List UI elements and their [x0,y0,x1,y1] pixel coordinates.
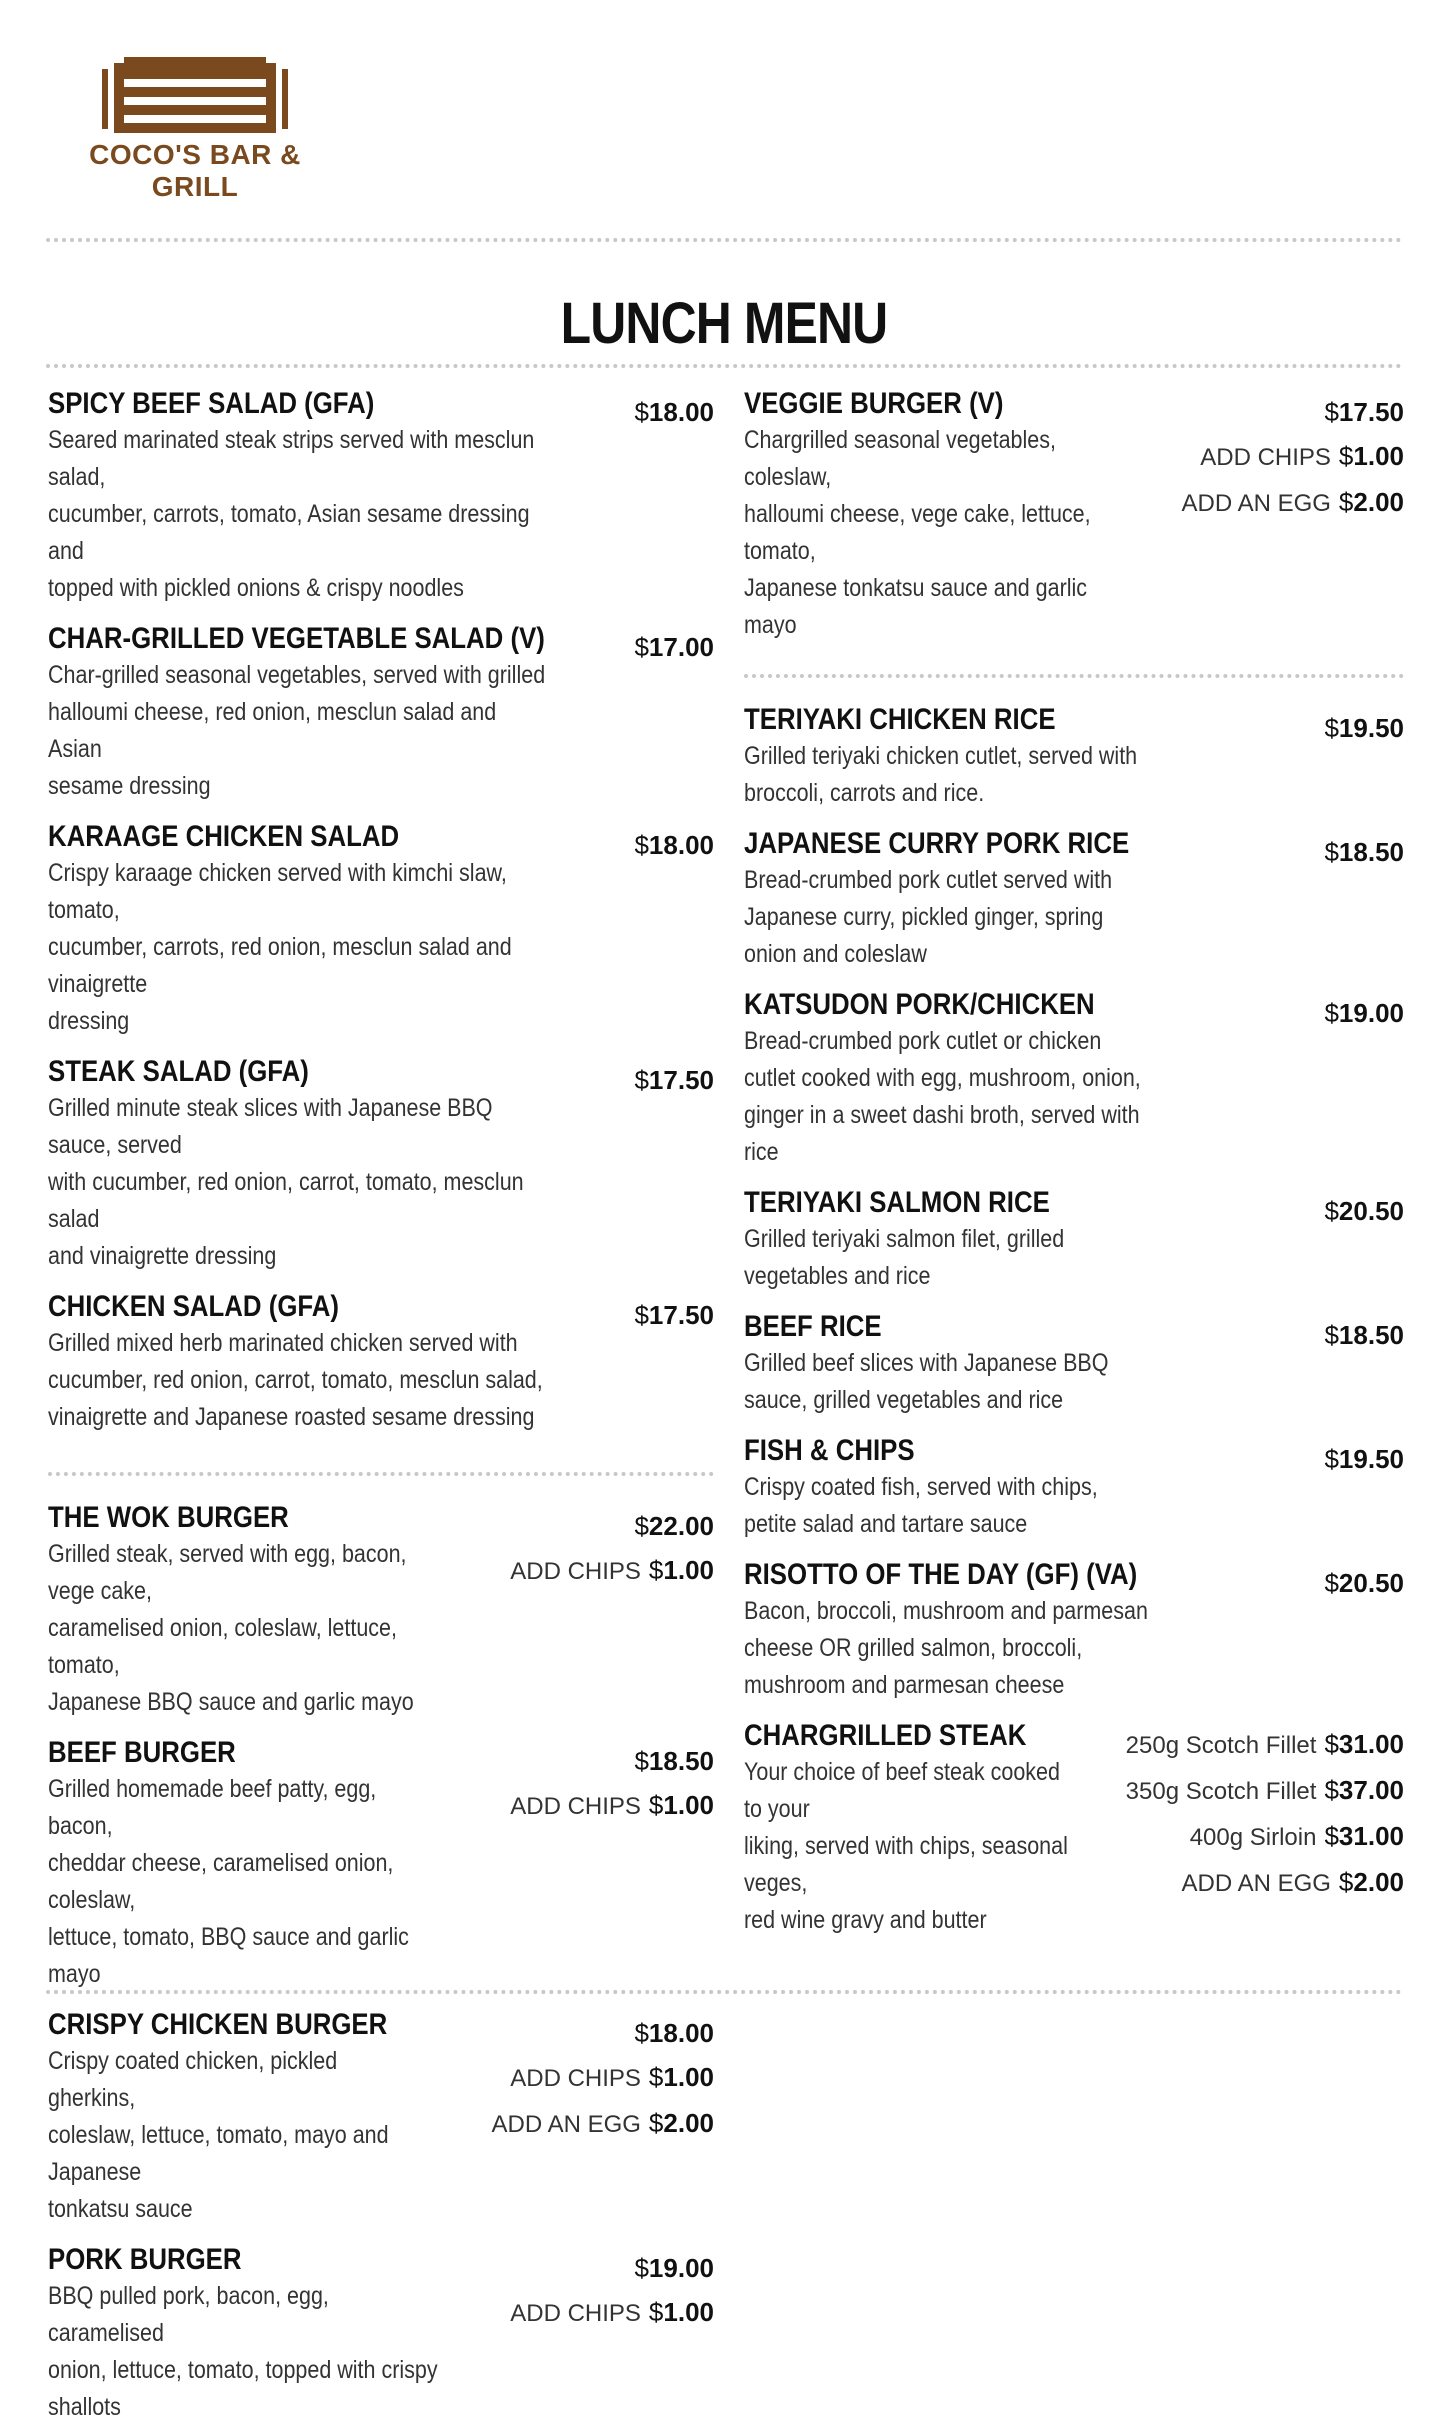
menu-item-description: Seared marinated steak strips served with mesclun salad, [48,426,535,491]
menu-item-text [48,1054,634,1275]
price-amount: 18.50 [1338,837,1404,867]
menu-item-description: shallots [48,2393,121,2421]
price-line [1324,1437,1404,1481]
price-line [1324,991,1404,1035]
menu-item-description: tonkatsu sauce [48,2195,193,2223]
price-line [1324,830,1404,874]
menu-item-name: KATSUDON PORK/CHICKEN [744,988,1095,1021]
menu-item [744,987,1404,1171]
menu-item-description: caramelised onion, coleslaw, lettuce, tomato, [48,1614,397,1679]
currency-symbol: $ [648,2297,664,2327]
menu-item-text [744,1557,1324,1704]
menu-item-prices [1324,702,1404,812]
menu-item-text [744,1718,1126,1939]
price-amount: 19.50 [1338,713,1404,743]
price-option-label: ADD CHIPS [510,1793,641,1820]
menu-item-description: Bacon, broccoli, mushroom and parmesan [744,1597,1148,1625]
currency-symbol: $ [1324,998,1339,1028]
price-amount: 17.00 [648,632,714,662]
currency-symbol: $ [1324,713,1339,743]
menu-item-name: SPICY BEEF SALAD (GFA) [48,387,375,420]
menu-item-name: BEEF RICE [744,1310,882,1343]
menu-item-description: sauce, grilled vegetables and rice [744,1386,1064,1414]
menu-item [48,1289,714,1436]
menu-item-name: VEGGIE BURGER (V) [744,387,1004,420]
menu-item-prices [634,386,714,607]
logo [60,55,330,202]
menu-item-text [744,1309,1324,1419]
menu-item-text [48,1735,510,1993]
menu-item-description: BBQ pulled pork, bacon, egg, caramelised [48,2282,329,2347]
currency-symbol: $ [648,1555,664,1585]
price-option-label: 250g Scotch Fillet [1125,1732,1317,1759]
menu-item-name: BEEF BURGER [48,1736,236,1769]
currency-symbol: $ [1324,1775,1339,1805]
price-line [1324,1189,1404,1233]
price-line [492,2011,714,2055]
barrel-logo-icon [102,57,288,137]
menu-item-description: mushroom and parmesan cheese [744,1671,1065,1699]
currency-symbol: $ [1324,1196,1339,1226]
menu-item-description: sesame dressing [48,772,211,800]
currency-symbol: $ [648,2108,664,2138]
currency-symbol: $ [1324,1320,1339,1350]
price-amount: 1.00 [663,1555,714,1585]
menu-item [48,1054,714,1275]
menu-item-description: cucumber, carrots, red onion, mesclun salad and vinaigrette [48,933,512,998]
top-divider [46,238,1402,242]
currency-symbol: $ [1324,1568,1339,1598]
menu-item-prices [1324,1433,1404,1543]
menu-item-description: Crispy karaage chicken served with kimchi slaw, tomato, [48,859,507,924]
menu-item-description: liking, served with chips, seasonal veges, [744,1832,1068,1897]
menu-item-name: STEAK SALAD (GFA) [48,1055,309,1088]
menu-item [744,1557,1404,1704]
menu-item-prices [1126,1718,1404,1939]
menu-item [744,826,1404,973]
price-amount: 18.00 [648,2018,714,2048]
menu-item-text [48,621,634,805]
price-amount: 17.50 [648,1065,714,1095]
menu-item-description: Grilled steak, served with egg, bacon, vege cake, [48,1540,407,1605]
price-amount: 1.00 [663,2062,714,2092]
price-amount: 19.00 [648,2253,714,2283]
menu-item-name: PORK BURGER [48,2243,242,2276]
currency-symbol: $ [634,2253,649,2283]
menu-item [744,386,1404,644]
price-amount: 1.00 [1353,441,1404,471]
menu-item-description: ginger in a sweet dashi broth, served with [744,1101,1140,1129]
menu-item [48,1735,714,1993]
menu-item [744,702,1404,812]
menu-item-description: dressing [48,1007,130,1035]
menu-item-text [744,386,1182,644]
menu-item-description: onion, lettuce, tomato, topped with crispy [48,2356,438,2384]
menu-item [48,819,714,1040]
menu-item-description: Char-grilled seasonal vegetables, served with grilled [48,661,546,689]
price-amount: 22.00 [648,1511,714,1541]
menu-item-description: lettuce, tomato, BBQ sauce and garlic mayo [48,1923,409,1988]
currency-symbol: $ [634,1511,649,1541]
menu-item-description: Bread-crumbed pork cutlet or chicken [744,1027,1102,1055]
menu-item-description: Grilled teriyaki chicken cutlet, served with [744,742,1138,770]
price-line [634,390,714,434]
menu-item [48,2007,714,2228]
menu-item-prices [634,819,714,1040]
price-line [634,823,714,867]
currency-symbol: $ [634,1746,649,1776]
menu-item [744,1433,1404,1543]
menu-item-description: Chargrilled seasonal vegetables, coleslaw, [744,426,1056,491]
price-amount: 2.00 [1353,487,1404,517]
menu-item-description: topped with pickled onions & crispy noodles [48,574,464,602]
menu-item-prices [492,2007,714,2228]
menu-item-description: cucumber, red onion, carrot, tomato, mesclun salad, [48,1366,543,1394]
price-line [510,2290,714,2336]
currency-symbol: $ [648,1790,664,1820]
menu-item-description: cheddar cheese, caramelised onion, coleslaw, [48,1849,394,1914]
price-amount: 20.50 [1338,1196,1404,1226]
menu-item-text [744,826,1324,973]
menu-item-description: Your choice of beef steak cooked to your [744,1758,1060,1823]
price-amount: 2.00 [1353,1867,1404,1897]
price-option-label: 400g Sirloin [1189,1824,1317,1851]
menu-item-description: Grilled mixed herb marinated chicken served with [48,1329,518,1357]
price-amount: 31.00 [1338,1729,1404,1759]
menu-item-text [48,1289,634,1436]
currency-symbol: $ [1324,1821,1339,1851]
price-line [510,1504,714,1548]
price-line [510,2246,714,2290]
menu-item-description: Japanese tonkatsu sauce and garlic mayo [744,574,1088,639]
currency-symbol: $ [634,830,649,860]
price-amount: 1.00 [663,1790,714,1820]
menu-item-prices [634,1289,714,1436]
menu-item-prices [634,621,714,805]
price-line [510,1548,714,1594]
currency-symbol: $ [634,397,649,427]
menu-item-description: Bread-crumbed pork cutlet served with [744,866,1113,894]
currency-symbol: $ [1324,837,1339,867]
price-line [1126,1768,1404,1814]
currency-symbol: $ [1338,1867,1354,1897]
price-line [1126,1722,1404,1768]
currency-symbol: $ [1324,1444,1339,1474]
menu-item-description: cucumber, carrots, tomato, Asian sesame dressing and [48,500,530,565]
menu-item-description: vegetables and rice [744,1262,931,1290]
menu-item-description: coleslaw, lettuce, tomato, mayo and Japanese [48,2121,389,2186]
currency-symbol: $ [634,1300,649,1330]
price-amount: 1.00 [663,2297,714,2327]
menu-item-name: KARAAGE CHICKEN SALAD [48,820,400,853]
price-line [510,1783,714,1829]
price-option-label: ADD CHIPS [510,1558,641,1585]
price-option-label: ADD CHIPS [510,2300,641,2327]
menu-item-description: Grilled homemade beef patty, egg, bacon, [48,1775,377,1840]
menu-item [744,1718,1404,1939]
menu-item-name: FISH & CHIPS [744,1434,915,1467]
left-column [48,386,714,2426]
menu-item-description: Grilled beef slices with Japanese BBQ [744,1349,1109,1377]
currency-symbol: $ [634,2018,649,2048]
price-amount: 18.50 [1338,1320,1404,1350]
menu-item-text [48,386,634,607]
menu-item-prices [510,1735,714,1993]
menu-item-prices [1324,1185,1404,1295]
price-amount: 17.50 [1338,397,1404,427]
currency-symbol: $ [1324,1729,1339,1759]
menu-item-name: CHICKEN SALAD (GFA) [48,1290,339,1323]
menu-item-text [48,2007,492,2228]
price-amount: 18.00 [648,830,714,860]
price-amount: 19.50 [1338,1444,1404,1474]
menu-item-name: CHARGRILLED STEAK [744,1719,1027,1752]
price-amount: 37.00 [1338,1775,1404,1805]
menu-item-text [744,987,1324,1171]
right-column [744,386,1404,1939]
menu-item-prices [1324,1309,1404,1419]
price-amount: 20.50 [1338,1568,1404,1598]
menu-item-prices [510,2242,714,2426]
menu-item-description: halloumi cheese, vege cake, lettuce, tomato, [744,500,1091,565]
menu-item-description: rice [744,1138,779,1166]
menu-item-description: red wine gravy and butter [744,1906,987,1934]
price-amount: 18.00 [648,397,714,427]
menu-item [48,386,714,607]
menu-item-description: Grilled minute steak slices with Japanese BBQ sauce, served [48,1094,493,1159]
price-option-label: 350g Scotch Fillet [1125,1778,1317,1805]
menu-item-prices [1324,987,1404,1171]
menu-item-description: Crispy coated chicken, pickled gherkins, [48,2047,338,2112]
price-line [1182,390,1404,434]
menu-item-description: petite salad and tartare sauce [744,1510,1028,1538]
menu-item-name: RISOTTO OF THE DAY (GF) (VA) [744,1558,1138,1591]
menu-item-prices [1324,826,1404,973]
menu-item-prices [1182,386,1404,644]
menu-item [48,1500,714,1721]
menu-item-text [744,702,1324,812]
menu-item-description: vinaigrette and Japanese roasted sesame dressing [48,1403,535,1431]
currency-symbol: $ [634,1065,649,1095]
menu-item-description: Grilled teriyaki salmon filet, grilled [744,1225,1065,1253]
price-option-label: ADD CHIPS [1200,444,1331,471]
price-line [1324,1561,1404,1605]
price-line [1182,434,1404,480]
price-line [1324,706,1404,750]
price-line [492,2101,714,2147]
currency-symbol: $ [634,632,649,662]
menu-item-prices [1324,1557,1404,1704]
menu-item-name: TERIYAKI CHICKEN RICE [744,703,1056,736]
menu-item-description: Japanese BBQ sauce and garlic mayo [48,1688,414,1716]
price-option-label: ADD AN EGG [1181,1870,1331,1897]
menu-item-name: TERIYAKI SALMON RICE [744,1186,1050,1219]
price-amount: 18.50 [648,1746,714,1776]
menu-item-text [48,1500,510,1721]
price-line [634,1293,714,1337]
menu-item-name: THE WOK BURGER [48,1501,289,1534]
menu-item-description: cheese OR grilled salmon, broccoli, [744,1634,1083,1662]
menu-item-description: broccoli, carrots and rice. [744,779,985,807]
currency-symbol: $ [648,2062,664,2092]
menu-item-prices [510,1500,714,1721]
menu-item-description: cutlet cooked with egg, mushroom, onion, [744,1064,1141,1092]
menu-item [48,2242,714,2426]
price-line [492,2055,714,2101]
menu-item-text [48,819,634,1040]
price-option-label: ADD CHIPS [510,2065,641,2092]
menu-item-description: with cucumber, red onion, carrot, tomato, mesclun salad [48,1168,524,1233]
price-line [1126,1860,1404,1906]
price-line [634,625,714,669]
menu-item [48,621,714,805]
price-line [1324,1313,1404,1357]
menu-item-description: halloumi cheese, red onion, mesclun salad and Asian [48,698,497,763]
price-line [634,1058,714,1102]
bottom-divider [46,1990,1402,1994]
menu-item-text [744,1185,1324,1295]
menu-item-description: Crispy coated fish, served with chips, [744,1473,1098,1501]
price-option-label: ADD AN EGG [1181,490,1331,517]
price-option-label: ADD AN EGG [491,2111,641,2138]
price-line [1182,480,1404,526]
menu-item-name: CRISPY CHICKEN BURGER [48,2008,388,2041]
menu-item-text [744,1433,1324,1543]
price-amount: 31.00 [1338,1821,1404,1851]
menu-item [744,1185,1404,1295]
currency-symbol: $ [1324,397,1339,427]
menu-item-prices [634,1054,714,1275]
logo-text: COCO'S BAR & GRILL [89,139,301,202]
menu-item-name: JAPANESE CURRY PORK RICE [744,827,1130,860]
menu-item-name: CHAR-GRILLED VEGETABLE SALAD (V) [48,622,545,655]
menu-item-text [48,2242,510,2426]
menu-item-description: and vinaigrette dressing [48,1242,277,1270]
menu-item-description: Japanese curry, pickled ginger, spring [744,903,1104,931]
currency-symbol: $ [1338,487,1354,517]
currency-symbol: $ [1338,441,1354,471]
menu-item [744,1309,1404,1419]
price-line [510,1739,714,1783]
price-amount: 19.00 [1338,998,1404,1028]
title-divider [46,364,1402,368]
price-amount: 2.00 [663,2108,714,2138]
menu-item-description: onion and coleslaw [744,940,927,968]
price-amount: 17.50 [648,1300,714,1330]
price-line [1126,1814,1404,1860]
page-title: LUNCH MENU [560,291,888,356]
